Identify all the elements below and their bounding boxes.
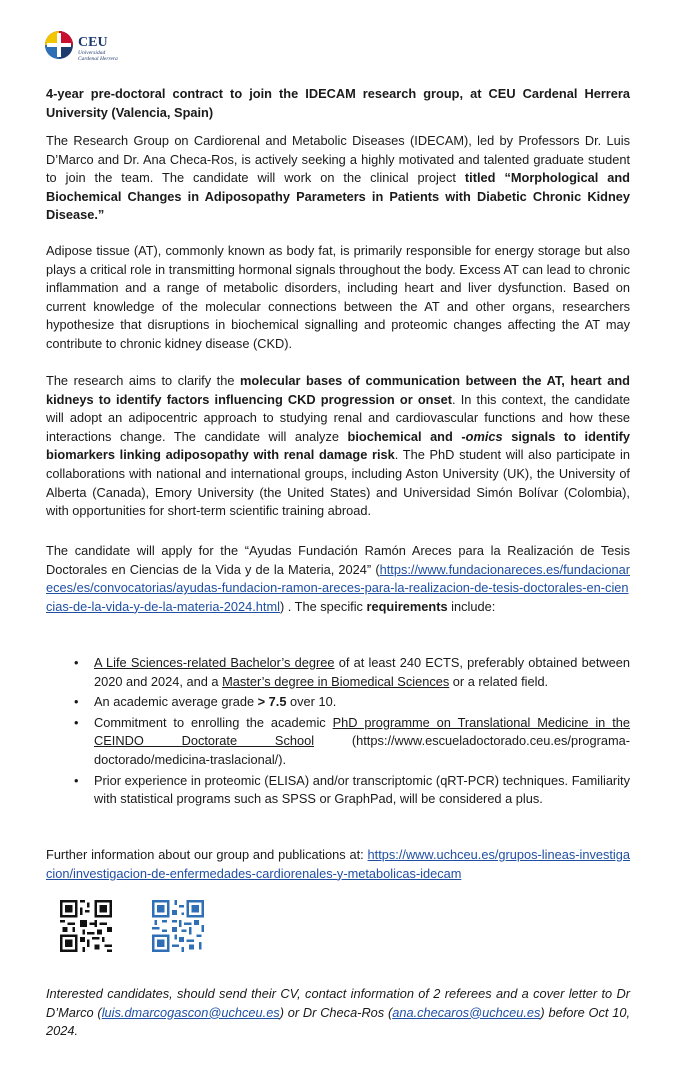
logo-sub-2: Cardenal Herrera [78, 56, 118, 62]
bullet-icon: • [74, 714, 79, 730]
logo-name: CEU [78, 35, 108, 50]
requirements-list [46, 654, 630, 811]
bullet-icon: • [74, 772, 79, 788]
paragraph-adipose: Adipose tissue (AT), commonly known as body fat, is primarily responsible for energy storage but also plays a critical role in transmitting hormonal signals throughout the body. Excess AT can lead to chronic inflammation and a range of metabolic disorders, including heart and liver dysfunction. Based on current knowledge of the molecular connections between the AT and other organs, researchers hypothesize that disruptions in biochemical signalling and proteomic changes affecting the AT may contribute to chronic kidney disease (CKD). [46, 243, 630, 351]
fundacion-areces-link[interactable]: https://www.fundacionareces.es/fundacionareces/es/convocatorias/ayudas-fundacion-ramon-areces-para-la-realizacion-de-tesis-doctorales-en-ciencias-de-la-vida-y-de-la-materia-2024.html [46, 561, 630, 614]
research-bold-1: molecular bases of communication between the AT, heart and kidneys to identify factors influencing CKD progression or onset [46, 373, 630, 407]
further-text: Further information about our group and publications at: [46, 847, 368, 862]
qr-code-icon [60, 900, 112, 952]
group-website-link[interactable]: https://www.uchceu.es/grupos-lineas-investigacion/investigacion-de-enfermedades-cardiorenales-y-metabolicas-idecam [46, 847, 630, 881]
closing-text-3: ) before Oct 10, 2024. [46, 1004, 630, 1039]
phd-text-1: Commitment to enrolling the academic [94, 714, 333, 730]
paragraph-intro [46, 132, 630, 225]
bullet-icon: • [74, 655, 79, 670]
qr-codes [60, 900, 244, 952]
grade-text-2: over 10. [286, 694, 337, 710]
research-text-3: . The PhD student will also participate in collaborations with national and international groups, including Aston University (UK), the University of Alberta (Canada), Emory University (the United States) and Universidad Simón Bolívar (Colombia), with opportunities for short-term scientific training abroad. [46, 447, 630, 519]
email-dmarco-link[interactable]: luis.dmarcogascon@uchceu.es [101, 1004, 280, 1020]
application-text-3: include: [447, 598, 496, 614]
paragraph-research [46, 372, 630, 521]
intro-text: The Research Group on Cardiorenal and Metabolic Diseases (IDECAM), led by Professors Dr. Luis D’Marco and Dr. Ana Checa-Ros, is actively seeking a highly motivated and talented graduate student to join the team. The candidate will work on the clinical project [46, 133, 630, 186]
research-bold-3: signals to identify biomarkers linking adiposopathy with renal damage risk [46, 428, 631, 463]
ceu-cross-icon [44, 30, 74, 60]
experience-text: Prior experience in proteomic (ELISA) and/or transcriptomic (qRT-PCR) techniques. Familiarity with statistical programs such as SPSS or GraphPad, will be considered a plus. [94, 772, 630, 807]
master-text: or a related field. [449, 673, 549, 689]
research-text-1: The research aims to clarify the [46, 373, 241, 388]
email-checa-link[interactable]: ana.checaros@uchceu.es [392, 1004, 541, 1020]
paragraph-further-info [46, 846, 630, 883]
research-bold-2: biochemical and - [347, 428, 466, 444]
ceu-logo [44, 30, 118, 70]
requirements-label: requirements [366, 598, 448, 614]
master-degree: Master’s degree in Biomedical Sciences [222, 673, 450, 689]
research-omics: omics [465, 428, 503, 444]
list-item [46, 654, 630, 691]
closing-text-1: Interested candidates, should send their CV, contact information of 2 referees and a cover letter to Dr D’Marco ( [46, 986, 630, 1020]
phd-text-2: (https://www.escueladoctorado.ceu.es/programa-doctorado/medicina-traslacional/). [94, 733, 630, 767]
paragraph-closing [46, 985, 630, 1041]
list-item [46, 714, 630, 770]
paragraph-application [46, 542, 630, 616]
application-text-2: ) . The specific [279, 598, 367, 614]
research-text-2: . In this context, the candidate will adopt an adipocentric approach to studying renal and cardiovascular functions and how these interactions change. The candidate will analyze [46, 391, 630, 444]
bullet-icon: • [74, 694, 79, 710]
application-text-1: The candidate will apply for the “Ayudas Fundación Ramón Areces para la Realización de Tesis Doctorales en Ciencias de la Vida y de la Materia, 2024” ( [46, 543, 630, 577]
project-title: titled “Morphological and Biochemical Changes in Adiposopathy Parameters in Patients with Diabetic Chronic Kidney Disease.” [46, 170, 630, 223]
bachelor-degree: A Life Sciences-related Bachelor’s degree [94, 655, 335, 670]
page-title: 4-year pre-doctoral contract to join the IDECAM research group, at CEU Cardenal Herrera University (Valencia, Spain) [46, 86, 630, 120]
grade-text-1: An academic average grade [94, 694, 258, 710]
grade-value: > 7.5 [257, 694, 287, 710]
closing-text-2: ) or Dr Checa-Ros ( [279, 1004, 393, 1020]
list-item [46, 772, 630, 809]
phd-programme: PhD programme on Translational Medicine in the CEINDO Doctorate School [94, 714, 630, 749]
qr-code-icon [152, 900, 204, 952]
logo-sub-1: Universidad [78, 50, 106, 56]
bachelor-text: of at least 240 ECTS, preferably obtained between 2020 and 2024, and a [94, 655, 630, 689]
list-item [46, 693, 630, 712]
